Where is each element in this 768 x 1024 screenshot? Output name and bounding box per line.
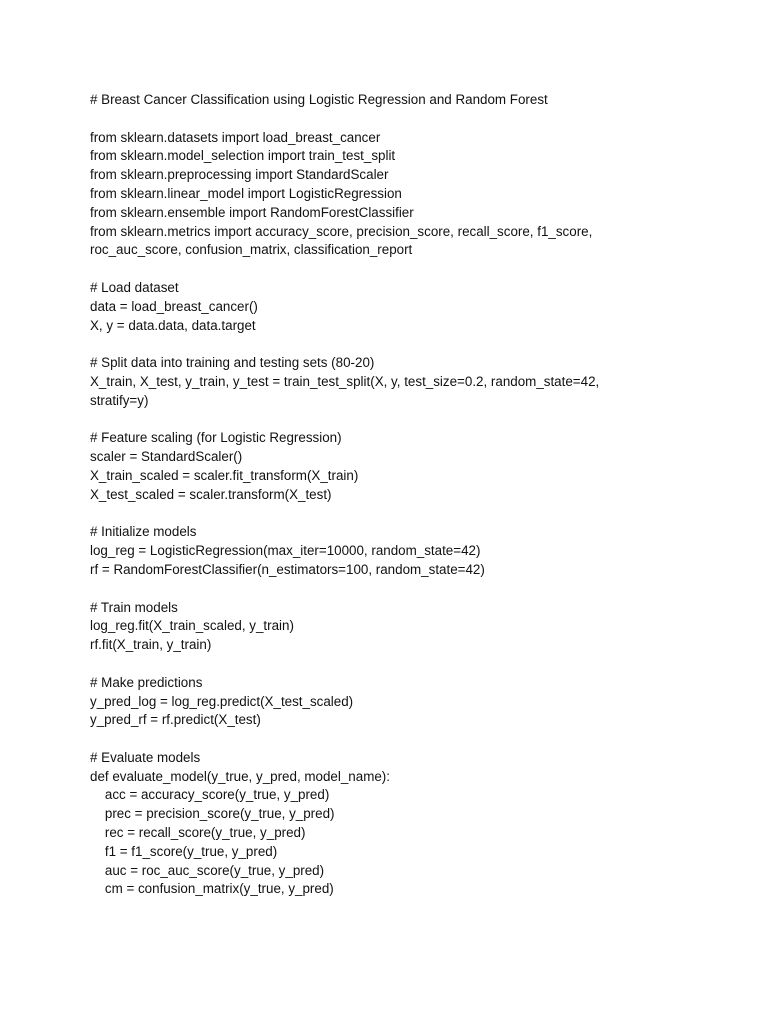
- code-comment-line: # Evaluate models: [90, 749, 201, 765]
- code-comment-line: # Split data into training and testing sets (80-20): [90, 355, 375, 371]
- code-comment-line: # Feature scaling (for Logistic Regression): [90, 430, 342, 446]
- blank-line: [90, 580, 730, 599]
- code-text-block: [90, 91, 730, 899]
- code-line: from sklearn.ensemble import RandomForestClassifier: [90, 204, 414, 220]
- code-line: roc_auc_score, confusion_matrix, classification_report: [90, 242, 413, 258]
- code-line: X_train, X_test, y_train, y_test = train_test_split(X, y, test_size=0.2, random_state=42,: [90, 373, 600, 389]
- code-comment-line: # Make predictions: [90, 674, 203, 690]
- code-comment-line: # Breast Cancer Classification using Logistic Regression and Random Forest: [90, 92, 548, 107]
- code-line: rec = recall_score(y_true, y_pred): [90, 825, 306, 841]
- blank-line: [90, 411, 730, 430]
- code-line: acc = accuracy_score(y_true, y_pred): [90, 787, 330, 803]
- code-line: from sklearn.metrics import accuracy_score, precision_score, recall_score, f1_score,: [90, 223, 593, 239]
- code-line: from sklearn.linear_model import LogisticRegression: [90, 185, 402, 201]
- code-line: scaler = StandardScaler(): [90, 449, 243, 465]
- code-line: log_reg = LogisticRegression(max_iter=10000, random_state=42): [90, 543, 481, 559]
- blank-line: [90, 335, 730, 354]
- code-comment-line: # Initialize models: [90, 524, 197, 540]
- code-line: f1 = f1_score(y_true, y_pred): [90, 843, 278, 859]
- blank-line: [90, 260, 730, 279]
- code-line: auc = roc_auc_score(y_true, y_pred): [90, 862, 325, 878]
- blank-line: [90, 655, 730, 674]
- code-line: X_train_scaled = scaler.fit_transform(X_train): [90, 467, 359, 483]
- code-comment-line: # Load dataset: [90, 279, 179, 295]
- code-line: stratify=y): [90, 392, 149, 408]
- code-line: prec = precision_score(y_true, y_pred): [90, 806, 335, 822]
- code-line: from sklearn.datasets import load_breast_cancer: [90, 129, 381, 145]
- blank-line: [90, 110, 730, 129]
- code-line: X_test_scaled = scaler.transform(X_test): [90, 486, 332, 502]
- blank-line: [90, 730, 730, 749]
- code-line: def evaluate_model(y_true, y_pred, model_name):: [90, 768, 390, 784]
- code-line: data = load_breast_cancer(): [90, 298, 258, 314]
- code-line: X, y = data.data, data.target: [90, 317, 256, 333]
- code-line: cm = confusion_matrix(y_true, y_pred): [90, 881, 334, 897]
- code-line: rf.fit(X_train, y_train): [90, 637, 212, 653]
- code-line: rf = RandomForestClassifier(n_estimators=100, random_state=42): [90, 561, 485, 577]
- code-line: log_reg.fit(X_train_scaled, y_train): [90, 618, 294, 634]
- code-line: from sklearn.preprocessing import StandardScaler: [90, 167, 389, 183]
- code-comment-line: # Train models: [90, 599, 178, 615]
- code-line: y_pred_log = log_reg.predict(X_test_scaled): [90, 693, 354, 709]
- blank-line: [90, 505, 730, 524]
- code-line: from sklearn.model_selection import train_test_split: [90, 148, 396, 164]
- code-line: y_pred_rf = rf.predict(X_test): [90, 712, 261, 728]
